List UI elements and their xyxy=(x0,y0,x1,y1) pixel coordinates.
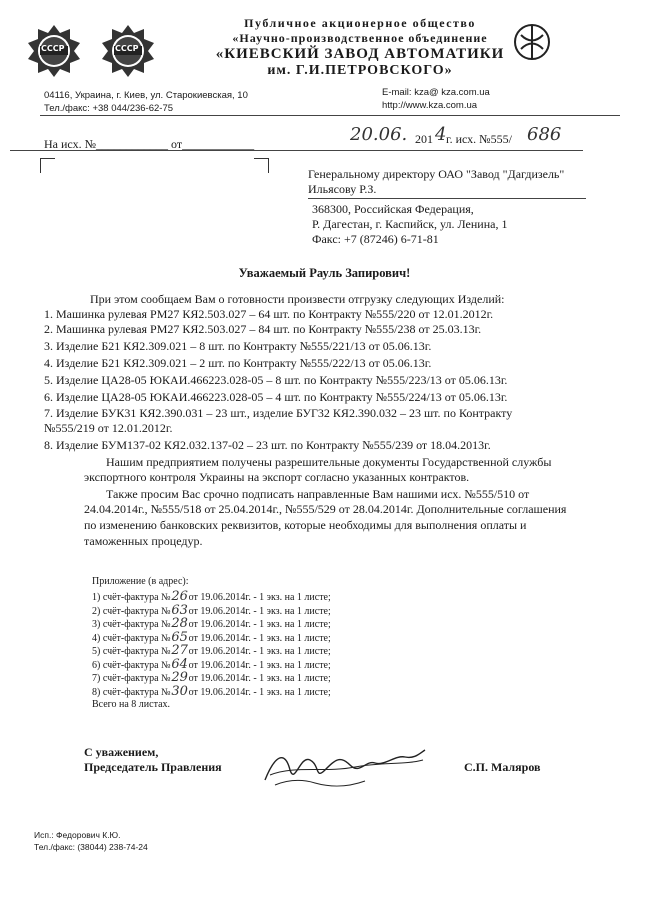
year-prefix: 201 xyxy=(415,132,433,146)
company-website: http://www.kza.com.ua xyxy=(382,100,478,111)
company-email: E-mail: kza@ kza.com.ua xyxy=(382,87,490,98)
handwritten-invoice-number: 63 xyxy=(171,602,188,618)
company-line-2: «Научно-производственное объединение xyxy=(232,31,488,45)
ref-divider xyxy=(10,150,583,151)
attachment-prefix: 3) счёт-фактура № xyxy=(92,619,171,630)
attachment-prefix: 4) счёт-фактура № xyxy=(92,632,171,644)
corner-bracket xyxy=(254,158,269,173)
handwritten-invoice-number: 27 xyxy=(171,643,188,658)
attachment-suffix: от 19.06.2014г. - 1 экз. на 1 листе; xyxy=(188,605,331,617)
handwritten-invoice-number: 28 xyxy=(171,616,188,631)
handwritten-out-number: 686 xyxy=(527,124,562,145)
list-item-continuation: №555/219 от 12.01.2012г. xyxy=(44,421,173,435)
handwritten-invoice-number: 64 xyxy=(171,656,188,672)
list-item: 8. Изделие БУМ137-02 КЯ2.032.137-02 – 23 шт. по Контракту №555/239 от 18.04.2013г. xyxy=(44,438,491,452)
handwritten-year: 4 xyxy=(435,124,447,145)
company-name: «КИЕВСКИЙ ЗАВОД АВТОМАТИКИ xyxy=(215,46,505,62)
attachment-suffix: от 19.06.2014г. - 1 экз. на 1 листе; xyxy=(188,686,331,698)
list-item: 3. Изделие Б21 КЯ2.309.021 – 8 шт. по Контракту №555/221/13 от 05.06.13г. xyxy=(44,339,432,353)
attachment-row xyxy=(92,685,331,699)
attachment-row xyxy=(92,617,331,631)
paragraph-2: по изменению банковских реквизитов, которые необходимы для выполнения оплаты и xyxy=(84,518,527,532)
list-item: 6. Изделие ЦА28-05 ЮКАИ.466223.028-05 – 4 шт. по Контракту №555/224/13 от 05.06.13г. xyxy=(44,390,508,404)
attachment-suffix: от 19.06.2014г. - 1 экз. на 1 листе; xyxy=(188,646,331,657)
attachment-suffix: от 19.06.2014г. - 1 экз. на 1 листе; xyxy=(188,673,331,684)
attachment-row xyxy=(92,631,331,645)
list-item: 1. Машинка рулевая РМ27 КЯ2.503.027 – 64 шт. по Контракту №555/220 от 12.01.2012г. xyxy=(44,307,494,321)
list-item: 4. Изделие Б21 КЯ2.309.021 – 2 шт. по Контракту №555/222/13 от 05.06.13г. xyxy=(44,356,432,370)
company-line-1: Публичное акционерное общество xyxy=(244,16,476,30)
list-item: 2. Машинка рулевая РМ27 КЯ2.503.027 – 84 шт. по Контракту №555/238 от 25.03.13г. xyxy=(44,322,482,336)
intro-text: При этом сообщаем Вам о готовности произвести отгрузку следующих Изделий: xyxy=(90,292,505,306)
paragraph-2: 24.04.2014г., №555/518 от 25.04.2014г., №555/529 от 28.04.2014г. Дополнительные соглашения xyxy=(84,502,567,516)
handwritten-invoice-number: 26 xyxy=(171,589,188,604)
outgoing-text: г. исх. №555/ xyxy=(446,132,512,146)
signer-name: С.П. Маляров xyxy=(464,760,541,774)
executor: Исп.: Федорович К.Ю. xyxy=(34,830,121,840)
addressee-line-4: Р. Дагестан, г. Каспийск, ул. Ленина, 1 xyxy=(312,217,508,231)
incoming-ref: На исх. №____________ от____________ xyxy=(44,137,255,151)
header-divider xyxy=(40,115,620,116)
signature-image xyxy=(255,735,430,795)
attachment-prefix: 2) счёт-фактура № xyxy=(92,605,171,617)
attachment-prefix: 1) счёт-фактура № xyxy=(92,592,171,603)
company-address: 04116, Украина, г. Киев, ул. Старокиевская, 10 xyxy=(44,90,248,101)
company-phone: Тел./факс: +38 044/236-62-75 xyxy=(44,103,174,114)
attachment-row xyxy=(92,604,331,618)
handwritten-invoice-number: 65 xyxy=(171,629,188,645)
attachment-prefix: 5) счёт-фактура № xyxy=(92,646,171,657)
signer-position: Председатель Правления xyxy=(84,760,222,774)
paragraph-1: Нашим предприятием получены разрешительные документы Государственной службы xyxy=(106,455,552,469)
attachment-prefix: 6) счёт-фактура № xyxy=(92,659,171,671)
addressee-line-1: Генеральному директору ОАО "Завод "Дагдизель" xyxy=(308,167,565,181)
list-item: 7. Изделие БУК31 КЯ2.390.031 – 23 шт., изделие БУГ32 КЯ2.390.032 – 23 шт. по Контракту xyxy=(44,406,513,420)
attachment-total: Всего на 8 листах. xyxy=(92,699,171,710)
addressee-line-5: Факс: +7 (87246) 6-71-81 xyxy=(312,232,439,246)
attachment-suffix: от 19.06.2014г. - 1 экз. на 1 листе; xyxy=(188,632,331,644)
attachment-suffix: от 19.06.2014г. - 1 экз. на 1 листе; xyxy=(188,592,331,603)
attachment-suffix: от 19.06.2014г. - 1 экз. на 1 листе; xyxy=(188,659,331,671)
salutation: Уважаемый Рауль Запирович! xyxy=(238,266,411,280)
outgoing-ref xyxy=(340,124,572,146)
paragraph-2: таможенных процедур. xyxy=(84,534,203,548)
medal-text: СССР xyxy=(41,44,65,53)
attachment-prefix: 7) счёт-фактура № xyxy=(92,673,171,684)
attachment-header: Приложение (в адрес): xyxy=(92,576,189,587)
addressee-line-2: Ильясову Р.З. xyxy=(308,182,377,196)
attachment-row xyxy=(92,590,331,604)
executor-phone: Тел./факс: (38044) 238-74-24 xyxy=(34,842,148,852)
corner-bracket xyxy=(40,158,55,173)
paragraph-1: экспортного контроля Украины на экспорт согласно указанных контрактов. xyxy=(84,470,470,484)
paragraph-2: Также просим Вас срочно подписать направленные Вам нашими исх. №555/510 от xyxy=(106,487,530,501)
handwritten-date: 20.06. xyxy=(350,124,408,145)
attachment-row xyxy=(92,658,331,672)
medal-text: СССР xyxy=(115,44,139,53)
closing: С уважением, xyxy=(84,745,159,759)
addressee-divider xyxy=(308,198,586,199)
attachment-prefix: 8) счёт-фактура № xyxy=(92,686,171,698)
company-logo-icon xyxy=(512,22,552,62)
list-item: 5. Изделие ЦА28-05 ЮКАИ.466223.028-05 – 8 шт. по Контракту №555/223/13 от 05.06.13г. xyxy=(44,373,508,387)
attachment-row xyxy=(92,644,331,658)
company-name-2: им. Г.И.ПЕТРОВСКОГО» xyxy=(267,63,453,78)
attachment-suffix: от 19.06.2014г. - 1 экз. на 1 листе; xyxy=(188,619,331,630)
attachment-row xyxy=(92,671,331,685)
handwritten-invoice-number: 29 xyxy=(171,670,188,685)
addressee-line-3: 368300, Российская Федерация, xyxy=(312,202,474,216)
handwritten-invoice-number: 30 xyxy=(171,683,188,699)
